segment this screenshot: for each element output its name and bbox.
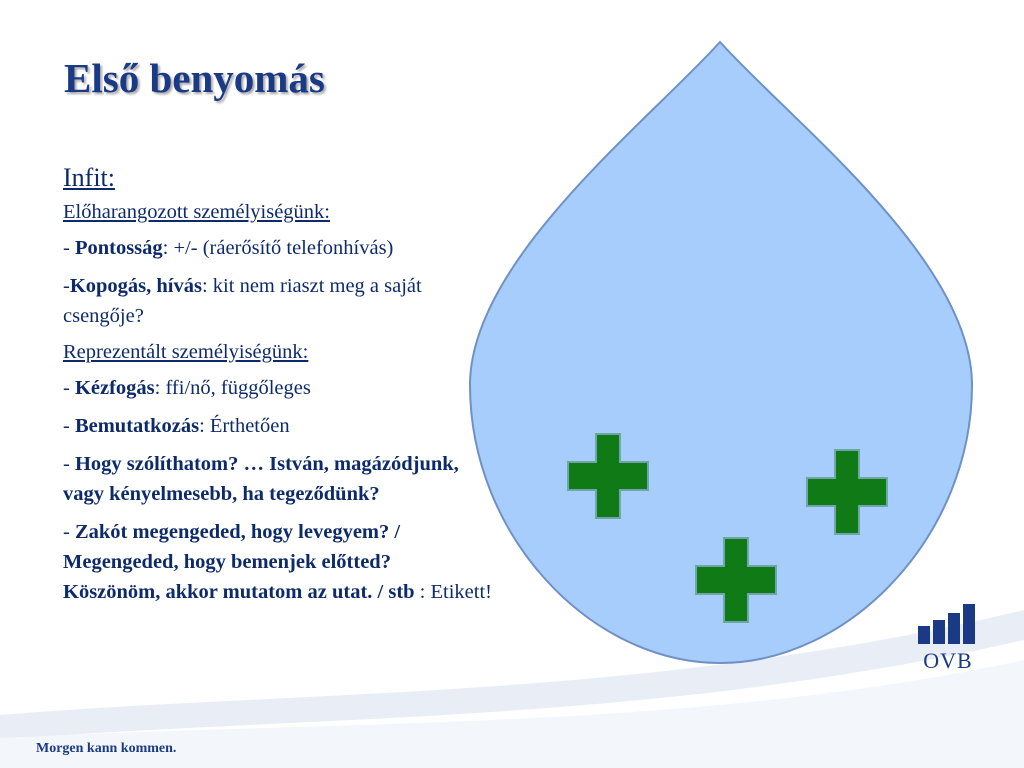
slide-title: Első benyomás <box>64 55 325 101</box>
bullet-knock-call: -Kopogás, hívás: kit nem riaszt meg a saját csengője? <box>63 275 422 327</box>
bullet-handshake: - Kézfogás: ffi/nő, függőleges <box>63 377 311 399</box>
footer-slogan: Morgen kann kommen. <box>36 741 177 756</box>
bullet-punctuality: - Pontosság: +/- (ráerősítő telefonhívás) <box>63 237 394 259</box>
subheading-announced-personality: Előharangozott személyiségünk: <box>63 201 330 223</box>
ovb-logo-text: OVB <box>923 648 973 673</box>
section-heading: Infit: <box>63 163 115 192</box>
bullet-addressing: - Hogy szólíthatom? … István, magázódjunk, vagy kényelmesebb, ha tegeződünk? <box>63 453 459 505</box>
subheading-represented-personality: Reprezentált személyiségünk: <box>63 341 309 363</box>
bullet-etiquette: - Zakót megengeded, hogy levegyem? / Megengeded, hogy bemenjek előtted? Köszönöm, akkor mutatom az utat. / stb : Etikett! <box>63 521 492 603</box>
bullet-introduction: - Bemutatkozás: Érthetően <box>63 415 290 437</box>
